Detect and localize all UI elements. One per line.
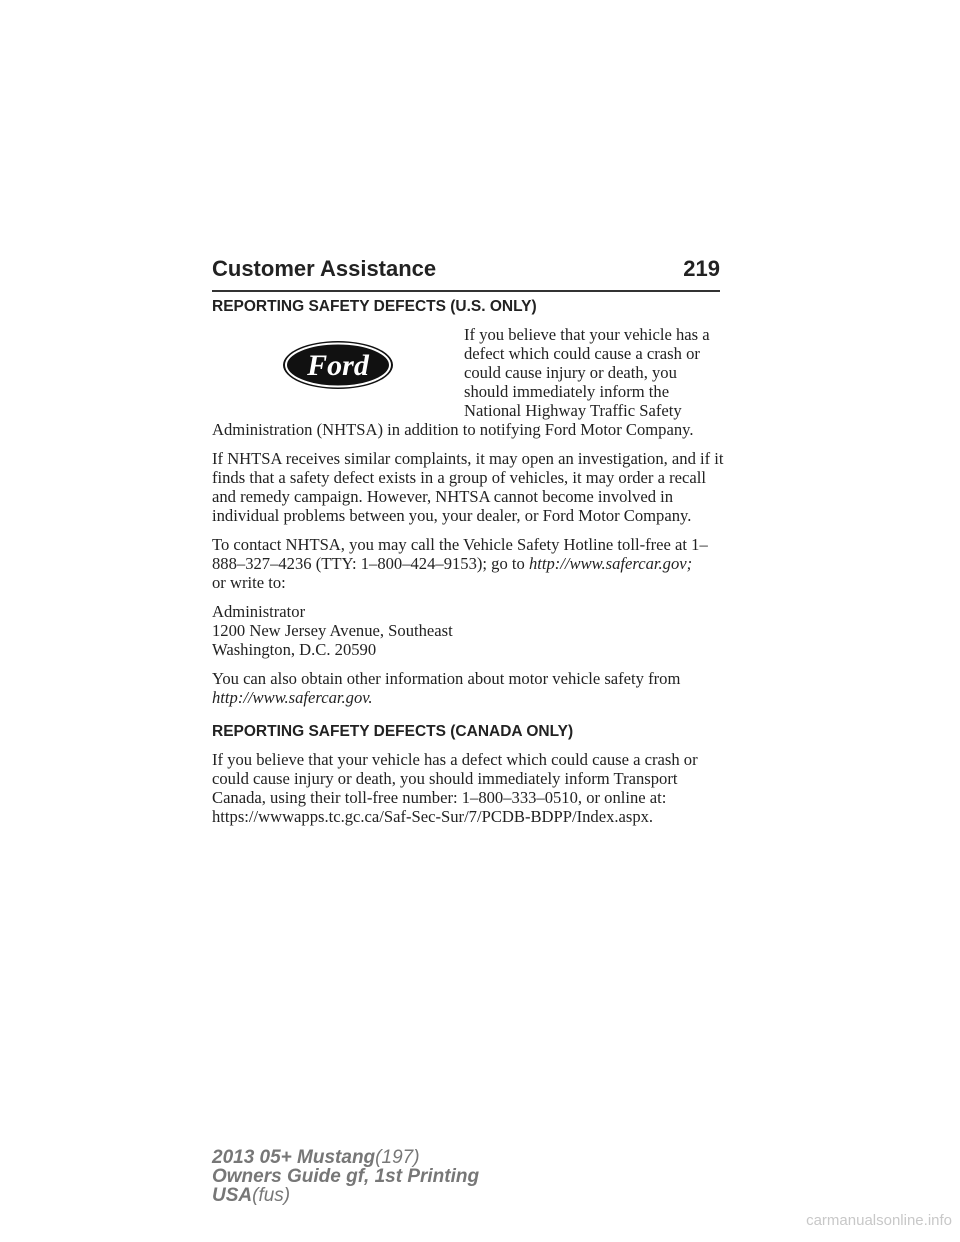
footer-region: USA xyxy=(212,1185,253,1206)
footer-line-2: Owners Guide gf, 1st Printing xyxy=(212,1166,480,1187)
ford-oval-icon xyxy=(282,340,394,390)
page-header xyxy=(212,256,720,282)
header-divider xyxy=(212,290,720,292)
ford-logo xyxy=(212,325,464,405)
address-line: Washington, D.C. 20590 xyxy=(212,640,377,659)
safercar-link-2[interactable]: http://www.safercar.gov. xyxy=(212,688,373,707)
info-text: You can also obtain other information about motor vehicle safety from xyxy=(212,669,681,688)
contact-text: To contact NHTSA, you may call the Vehicle Safety Hotline toll-free at 1–888–327–4236 (TTY: 1–800–424–9153); go to xyxy=(212,535,708,573)
footer-code: (197) xyxy=(375,1147,420,1168)
safercar-link[interactable]: http://www.safercar.gov; xyxy=(528,554,693,573)
page-content xyxy=(212,298,724,836)
paragraph-us-1: If you believe that your vehicle has a defect which could cause a crash or could cause injury or death, you should immediately inform the National Highway Traffic Safety Administration (NHTSA) in addition to notifying Ford Motor Company. xyxy=(212,325,710,439)
page-footer xyxy=(212,1148,479,1205)
address-line: Administrator xyxy=(212,602,306,621)
footer-region-code: (fus) xyxy=(252,1185,291,1206)
contact-text-end: or write to: xyxy=(212,573,286,592)
address-line: 1200 New Jersey Avenue, Southeast xyxy=(212,621,453,640)
footer-line-1 xyxy=(212,1148,479,1167)
section-heading-us: REPORTING SAFETY DEFECTS (U.S. ONLY) xyxy=(212,298,537,315)
section-title: Customer Assistance xyxy=(212,256,437,281)
section-heading-canada: REPORTING SAFETY DEFECTS (CANADA ONLY) xyxy=(212,723,574,740)
footer-model: 2013 05+ Mustang xyxy=(212,1147,376,1168)
paragraph-us-4 xyxy=(212,669,724,707)
paragraph-us-2: If NHTSA receives similar complaints, it may open an investigation, and if it finds that a safety defect exists in a group of vehicles, it may order a recall and remedy campaign. However, NHTSA cannot become involved in individual problems between you, your dealer, or Ford Motor Company. xyxy=(212,449,724,525)
mailing-address xyxy=(212,602,724,659)
footer-line-3 xyxy=(212,1186,479,1205)
logo-text: Ford xyxy=(307,349,369,382)
paragraph-canada-1: If you believe that your vehicle has a defect which could cause a crash or could cause injury or death, you should immediately inform Transport Canada, using their toll-free number: 1–800–333–0510, or online at: https://wwwapps.tc.gc.ca/Saf-Sec-Sur/7/PCDB-BDPP/Index.aspx. xyxy=(212,750,698,826)
page-number: 219 xyxy=(683,256,720,281)
paragraph-us-3 xyxy=(212,535,724,592)
watermark: carmanualsonline.info xyxy=(806,1212,952,1229)
